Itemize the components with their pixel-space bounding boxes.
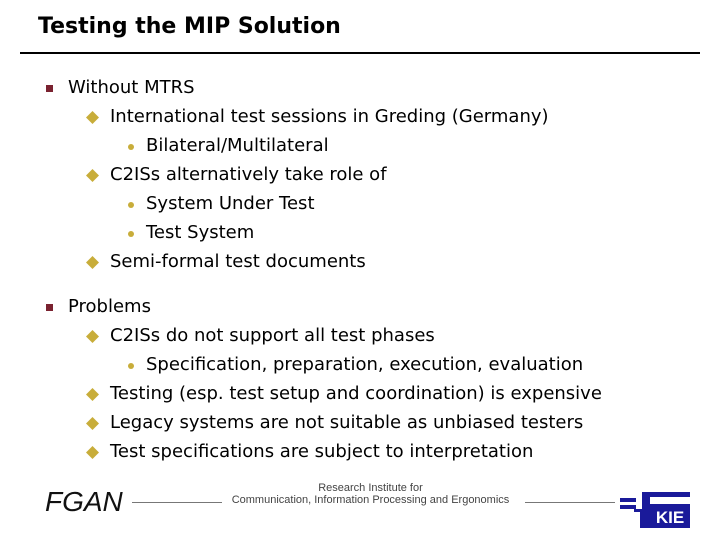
dot-bullet-icon	[128, 363, 134, 369]
list-item: Legacy systems are not suitable as unbiased testers	[110, 412, 584, 433]
kie-text: KIE	[655, 508, 685, 527]
dot-bullet-icon	[128, 231, 134, 237]
institute-line-1: Research Institute for	[318, 482, 423, 494]
dot-bullet-icon	[128, 202, 134, 208]
diamond-bullet-icon	[86, 256, 99, 269]
fgan-logo: FGAN	[45, 486, 123, 517]
sub-list-item: Test System	[146, 222, 255, 243]
diamond-bullet-icon	[86, 169, 99, 182]
sub-list-item: System Under Test	[146, 193, 315, 214]
institute-line-2: Communication, Information Processing and Ergonomics	[231, 494, 510, 506]
diamond-bullet-icon	[86, 330, 99, 343]
list-item: Testing (esp. test setup and coordination) is expensive	[110, 383, 602, 404]
section-heading: Problems	[68, 296, 151, 317]
slide-title: Testing the MIP Solution	[38, 14, 341, 39]
sub-list-item: Specification, preparation, execution, evaluation	[146, 354, 584, 375]
list-item: International test sessions in Greding (Germany)	[110, 106, 549, 127]
list-item: Semi-formal test documents	[110, 251, 366, 272]
sub-list-item: Bilateral/Multilateral	[146, 135, 329, 156]
list-item: C2ISs do not support all test phases	[110, 325, 435, 346]
list-item: C2ISs alternatively take role of	[110, 164, 387, 185]
diamond-bullet-icon	[86, 446, 99, 459]
footer-divider-left	[132, 502, 222, 503]
institute-name	[218, 482, 523, 506]
footer-divider-right	[525, 502, 615, 503]
square-bullet-icon	[46, 304, 53, 311]
diamond-bullet-icon	[86, 111, 99, 124]
section-heading: Without MTRS	[68, 77, 195, 98]
title-divider	[20, 52, 700, 54]
dot-bullet-icon	[128, 144, 134, 150]
list-item: Test specifications are subject to interpretation	[110, 441, 534, 462]
square-bullet-icon	[46, 85, 53, 92]
diamond-bullet-icon	[86, 388, 99, 401]
kie-logo	[620, 490, 690, 528]
diamond-bullet-icon	[86, 417, 99, 430]
